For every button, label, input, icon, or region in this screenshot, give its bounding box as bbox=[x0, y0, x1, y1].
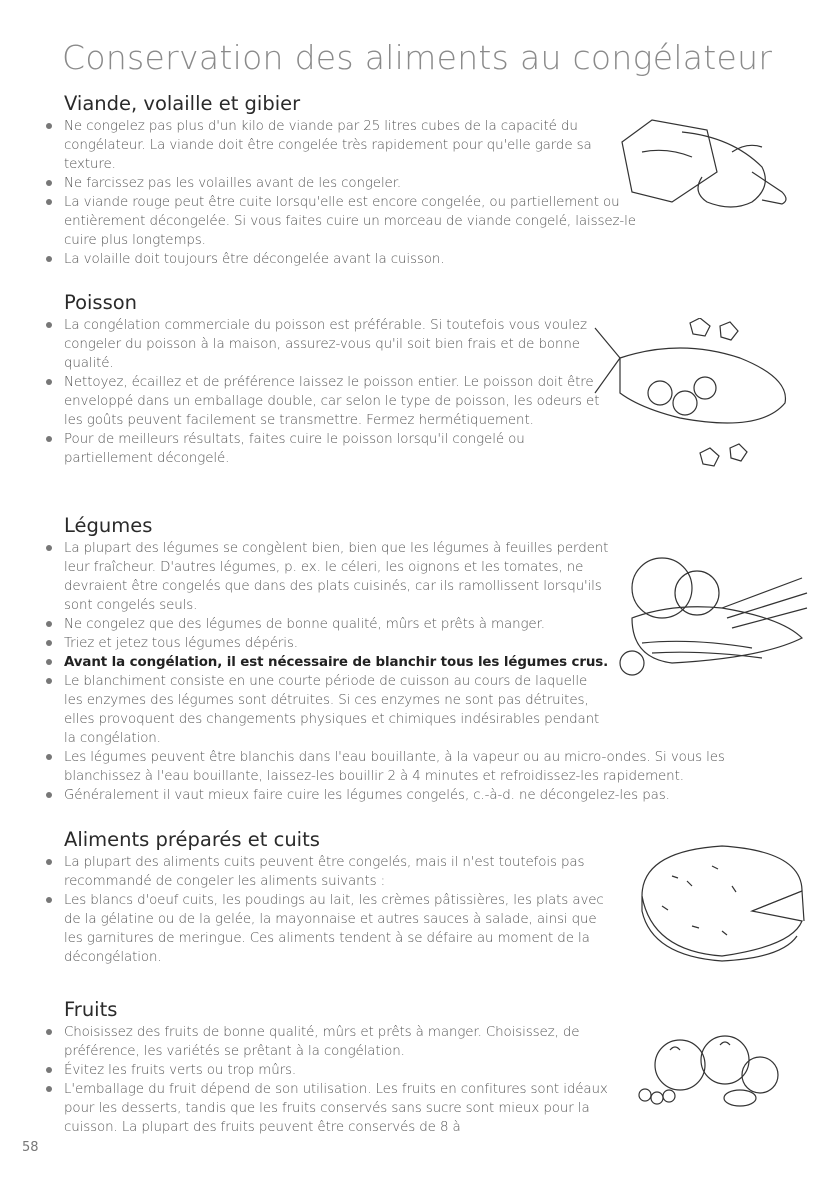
list-item: Triez et jetez tous légumes dépéris. bbox=[40, 634, 785, 653]
page-title: Conservation des aliments au congélateur bbox=[62, 38, 773, 77]
list-item: La congélation commerciale du poisson est préférable. Si toutefois vous voulez congeler du poisson à la maison, assurez-vous qu'il soit bien frais et de bonne qualité. bbox=[40, 316, 610, 373]
list-item: L'emballage du fruit dépend de son utilisation. Les fruits en confitures sont idéaux pour les desserts, tandis que les fruits conservés sans sucre sont mieux pour la cuisson. La plupart des fruits peuvent être conservés de 8 à bbox=[40, 1080, 619, 1137]
meat-poultry-illustration bbox=[612, 112, 792, 217]
list-item: La volaille doit toujours être décongelée avant la cuisson. bbox=[40, 250, 630, 269]
section-viande bbox=[40, 92, 636, 269]
list-item: La plupart des légumes se congèlent bien, bien que les légumes à feuilles perdent leur fraîcheur. D'autres légumes, p. ex. le céleri, les oignons et les tomates, ne devraient être congelés que dans des plats cuisinés, car ils ramollissent lorsqu'ils sont congelés seuls. bbox=[40, 539, 619, 615]
tart-illustration bbox=[632, 836, 812, 966]
list-item: Avant la congélation, il est nécessaire de blanchir tous les légumes crus. bbox=[40, 653, 644, 672]
list-item: Les blancs d'oeuf cuits, les poudings au lait, les crèmes pâtissières, les plats avec de la gélatine ou de la gelée, la mayonnaise et autres sauces à salade, ainsi que les garnitures de meringue. Ces aliments tendent à se défaire au moment de la décongélation. bbox=[40, 891, 615, 967]
section-heading: Poisson bbox=[64, 291, 138, 314]
list-item: La viande rouge peut être cuite lorsqu'elle est encore congelée, ou partiellement ou entièrement décongelée. Si vous faites cuire un morceau de viande congelé, laissez-le cuire plus longtemps. bbox=[40, 193, 652, 250]
section-heading: Aliments préparés et cuits bbox=[64, 828, 320, 851]
section-heading: Fruits bbox=[64, 998, 118, 1021]
list-item: Ne congelez que des légumes de bonne qualité, mûrs et prêts à manger. bbox=[40, 615, 624, 634]
vegetables-illustration bbox=[612, 548, 812, 688]
list-item: Évitez les fruits verts ou trop mûrs. bbox=[40, 1061, 630, 1080]
section-fruits bbox=[40, 998, 630, 1137]
list-item: Nettoyez, écaillez et de préférence laissez le poisson entier. Le poisson doit être enveloppé dans un emballage double, car selon le type de poisson, les odeurs et les goûts peuvent facilement se transmettre. Fermez hermétiquement. bbox=[40, 373, 610, 430]
list-item: La plupart des aliments cuits peuvent être congelés, mais il n'est toutefois pas recommandé de congeler les aliments suivants : bbox=[40, 853, 615, 891]
list-item: Le blanchiment consiste en une courte période de cuisson au cours de laquelle les enzymes des légumes sont détruites. Si ces enzymes ne sont pas détruites, elles provoquent des changements physiques et chimiques indésirables pendant la congélation. bbox=[40, 672, 604, 748]
list-item: Pour de meilleurs résultats, faites cuire le poisson lorsqu'il congelé ou partiellement décongelé. bbox=[40, 430, 610, 468]
fish-illustration bbox=[590, 318, 790, 473]
section-heading: Viande, volaille et gibier bbox=[64, 92, 301, 115]
section-poisson bbox=[40, 291, 610, 468]
fruits-illustration bbox=[630, 1030, 780, 1110]
list-item: Généralement il vaut mieux faire cuire les légumes congelés, c.-à-d. ne décongelez-les pas. bbox=[40, 786, 785, 805]
list-item: Choisissez des fruits de bonne qualité, mûrs et prêts à manger. Choisissez, de préférence, les variétés se prêtant à la congélation. bbox=[40, 1023, 630, 1061]
list-item: Les légumes peuvent être blanchis dans l'eau bouillante, à la vapeur ou au micro-ondes. Si vous les blanchissez à l'eau bouillante, laissez-les bouillir 2 à 4 minutes et refroidissez-les rapidement. bbox=[40, 748, 785, 786]
page-number: 58 bbox=[22, 1140, 39, 1155]
list-item: Ne congelez pas plus d'un kilo de viande par 25 litres cubes de la capacité du congélateur. La viande doit être congelée très rapidement pour qu'elle garde sa texture. bbox=[40, 117, 630, 174]
section-prepares bbox=[40, 828, 615, 967]
section-heading: Légumes bbox=[64, 514, 153, 537]
list-item: Ne farcissez pas les volailles avant de les congeler. bbox=[40, 174, 630, 193]
